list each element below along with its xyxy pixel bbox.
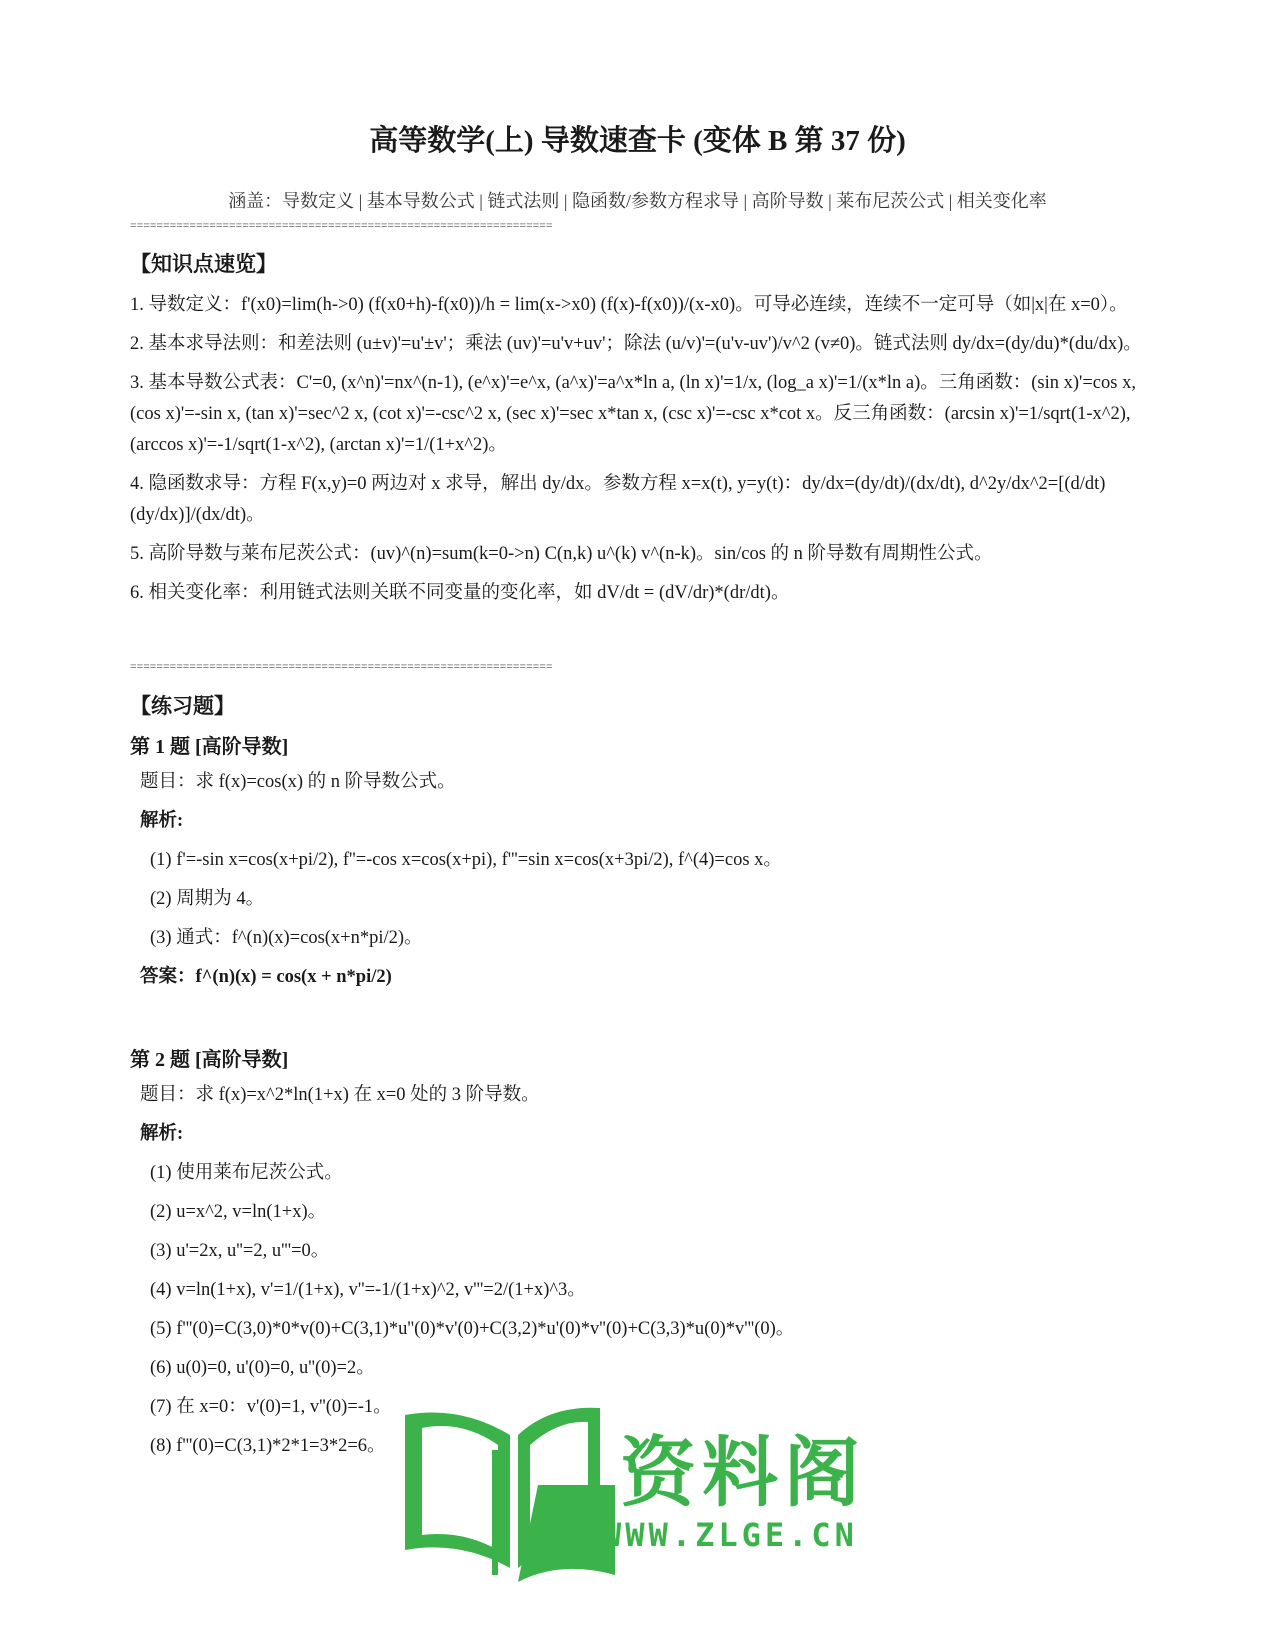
question-heading: 第 2 题 [高阶导数] bbox=[130, 1049, 289, 1071]
solution-step: (3) 通式：f^(n)(x)=cos(x+n*pi/2)。 bbox=[150, 928, 423, 948]
solution-step: (1) 使用莱布尼茨公式。 bbox=[150, 1163, 343, 1183]
knowledge-item: 3. 基本导数公式表：C'=0, (x^n)'=nx^(n-1), (e^x)'=e^x, (a^x)'=a^x*ln a, (ln x)'=1/x, (log_a x)'=1/(x*ln a)。三角函数：(sin x)'=cos x, (cos x)'=-sin x, (tan x)'=sec^2 x, (cot x)'=-csc^2 x, (sec x)'=sec x*tan x, (csc x)'=-csc x*cot x。反三角函数：(arcsin x)'=1/sqrt(1-x^2), (arccos x)'=-1/sqrt(1-x^2), (arctan x)'=1/(1+x^2)。 bbox=[130, 373, 1136, 455]
knowledge-heading: 【知识点速览】 bbox=[130, 252, 277, 276]
page-title: 高等数学(上) 导数速查卡 (变体 B 第 37 份) bbox=[369, 125, 906, 157]
watermark-url: WWW.ZLGE.CN bbox=[602, 1516, 858, 1554]
solution-step: (4) v=ln(1+x), v'=1/(1+x), v''=-1/(1+x)^2, v'''=2/(1+x)^3。 bbox=[150, 1280, 586, 1300]
solution-step: (7) 在 x=0：v'(0)=1, v''(0)=-1。 bbox=[150, 1397, 392, 1417]
divider-rule: ================================================================ bbox=[130, 662, 553, 674]
knowledge-section bbox=[130, 248, 1150, 617]
practice-section bbox=[130, 690, 1150, 1462]
knowledge-item: 4. 隐函数求导：方程 F(x,y)=0 两边对 x 求导，解出 dy/dx。参数方程 x=x(t), y=y(t)：dy/dx=(dy/dt)/(dx/dt), d^2y/dx^2=[(d/dt)(dy/dx)]/(dx/dt)。 bbox=[130, 474, 1106, 525]
solution-label: 解析: bbox=[140, 811, 184, 831]
solution-step: (5) f'''(0)=C(3,0)*0*v(0)+C(3,1)*u''(0)*v'(0)+C(3,2)*u'(0)*v''(0)+C(3,3)*u(0)*v'''(0)。 bbox=[150, 1319, 795, 1339]
knowledge-item: 6. 相关变化率：利用链式法则关联不同变量的变化率，如 dV/dt = (dV/dr)*(dr/dt)。 bbox=[130, 583, 790, 603]
knowledge-item: 5. 高阶导数与莱布尼茨公式：(uv)^(n)=sum(k=0->n) C(n,k) u^(k) v^(n-k)。sin/cos 的 n 阶导数有周期性公式。 bbox=[130, 544, 993, 564]
question-heading: 第 1 题 [高阶导数] bbox=[130, 736, 289, 758]
knowledge-item: 2. 基本求导法则：和差法则 (u±v)'=u'±v'；乘法 (uv)'=u'v+uv'；除法 (u/v)'=(u'v-uv')/v^2 (v≠0)。链式法则 dy/dx=(dy/du)*(du/dx)。 bbox=[130, 334, 1142, 354]
practice-heading: 【练习题】 bbox=[130, 694, 235, 718]
solution-step: (6) u(0)=0, u'(0)=0, u''(0)=2。 bbox=[150, 1358, 375, 1378]
solution-step: (2) u=x^2, v=ln(1+x)。 bbox=[150, 1202, 327, 1222]
solution-step: (2) 周期为 4。 bbox=[150, 889, 265, 909]
solution-label: 解析: bbox=[140, 1124, 184, 1144]
solution-step: (1) f'=-sin x=cos(x+pi/2), f''=-cos x=cos(x+pi), f'''=sin x=cos(x+3pi/2), f^(4)=cos x。 bbox=[150, 850, 782, 870]
divider-rule: ================================================================ bbox=[130, 221, 553, 233]
solution-step: (3) u'=2x, u''=2, u'''=0。 bbox=[150, 1241, 330, 1261]
question-text: 题目：求 f(x)=x^2*ln(1+x) 在 x=0 处的 3 阶导数。 bbox=[140, 1085, 540, 1105]
answer-text: 答案：f^(n)(x) = cos(x + n*pi/2) bbox=[140, 967, 392, 987]
question-block bbox=[130, 730, 1150, 993]
solution-step: (8) f'''(0)=C(3,1)*2*1=3*2=6。 bbox=[150, 1436, 386, 1456]
watermark-name: 资料阁 bbox=[620, 1428, 866, 1517]
page-subtitle: 涵盖：导数定义 | 基本导数公式 | 链式法则 | 隐函数/参数方程求导 | 高阶导数 | 莱布尼茨公式 | 相关变化率 bbox=[228, 191, 1047, 211]
question-text: 题目：求 f(x)=cos(x) 的 n 阶导数公式。 bbox=[140, 772, 456, 792]
knowledge-item: 1. 导数定义：f'(x0)=lim(h->0) (f(x0+h)-f(x0))/h = lim(x->x0) (f(x)-f(x0))/(x-x0)。可导必连续，连续不一定可导（如|x|在 x=0）。 bbox=[130, 295, 1128, 315]
